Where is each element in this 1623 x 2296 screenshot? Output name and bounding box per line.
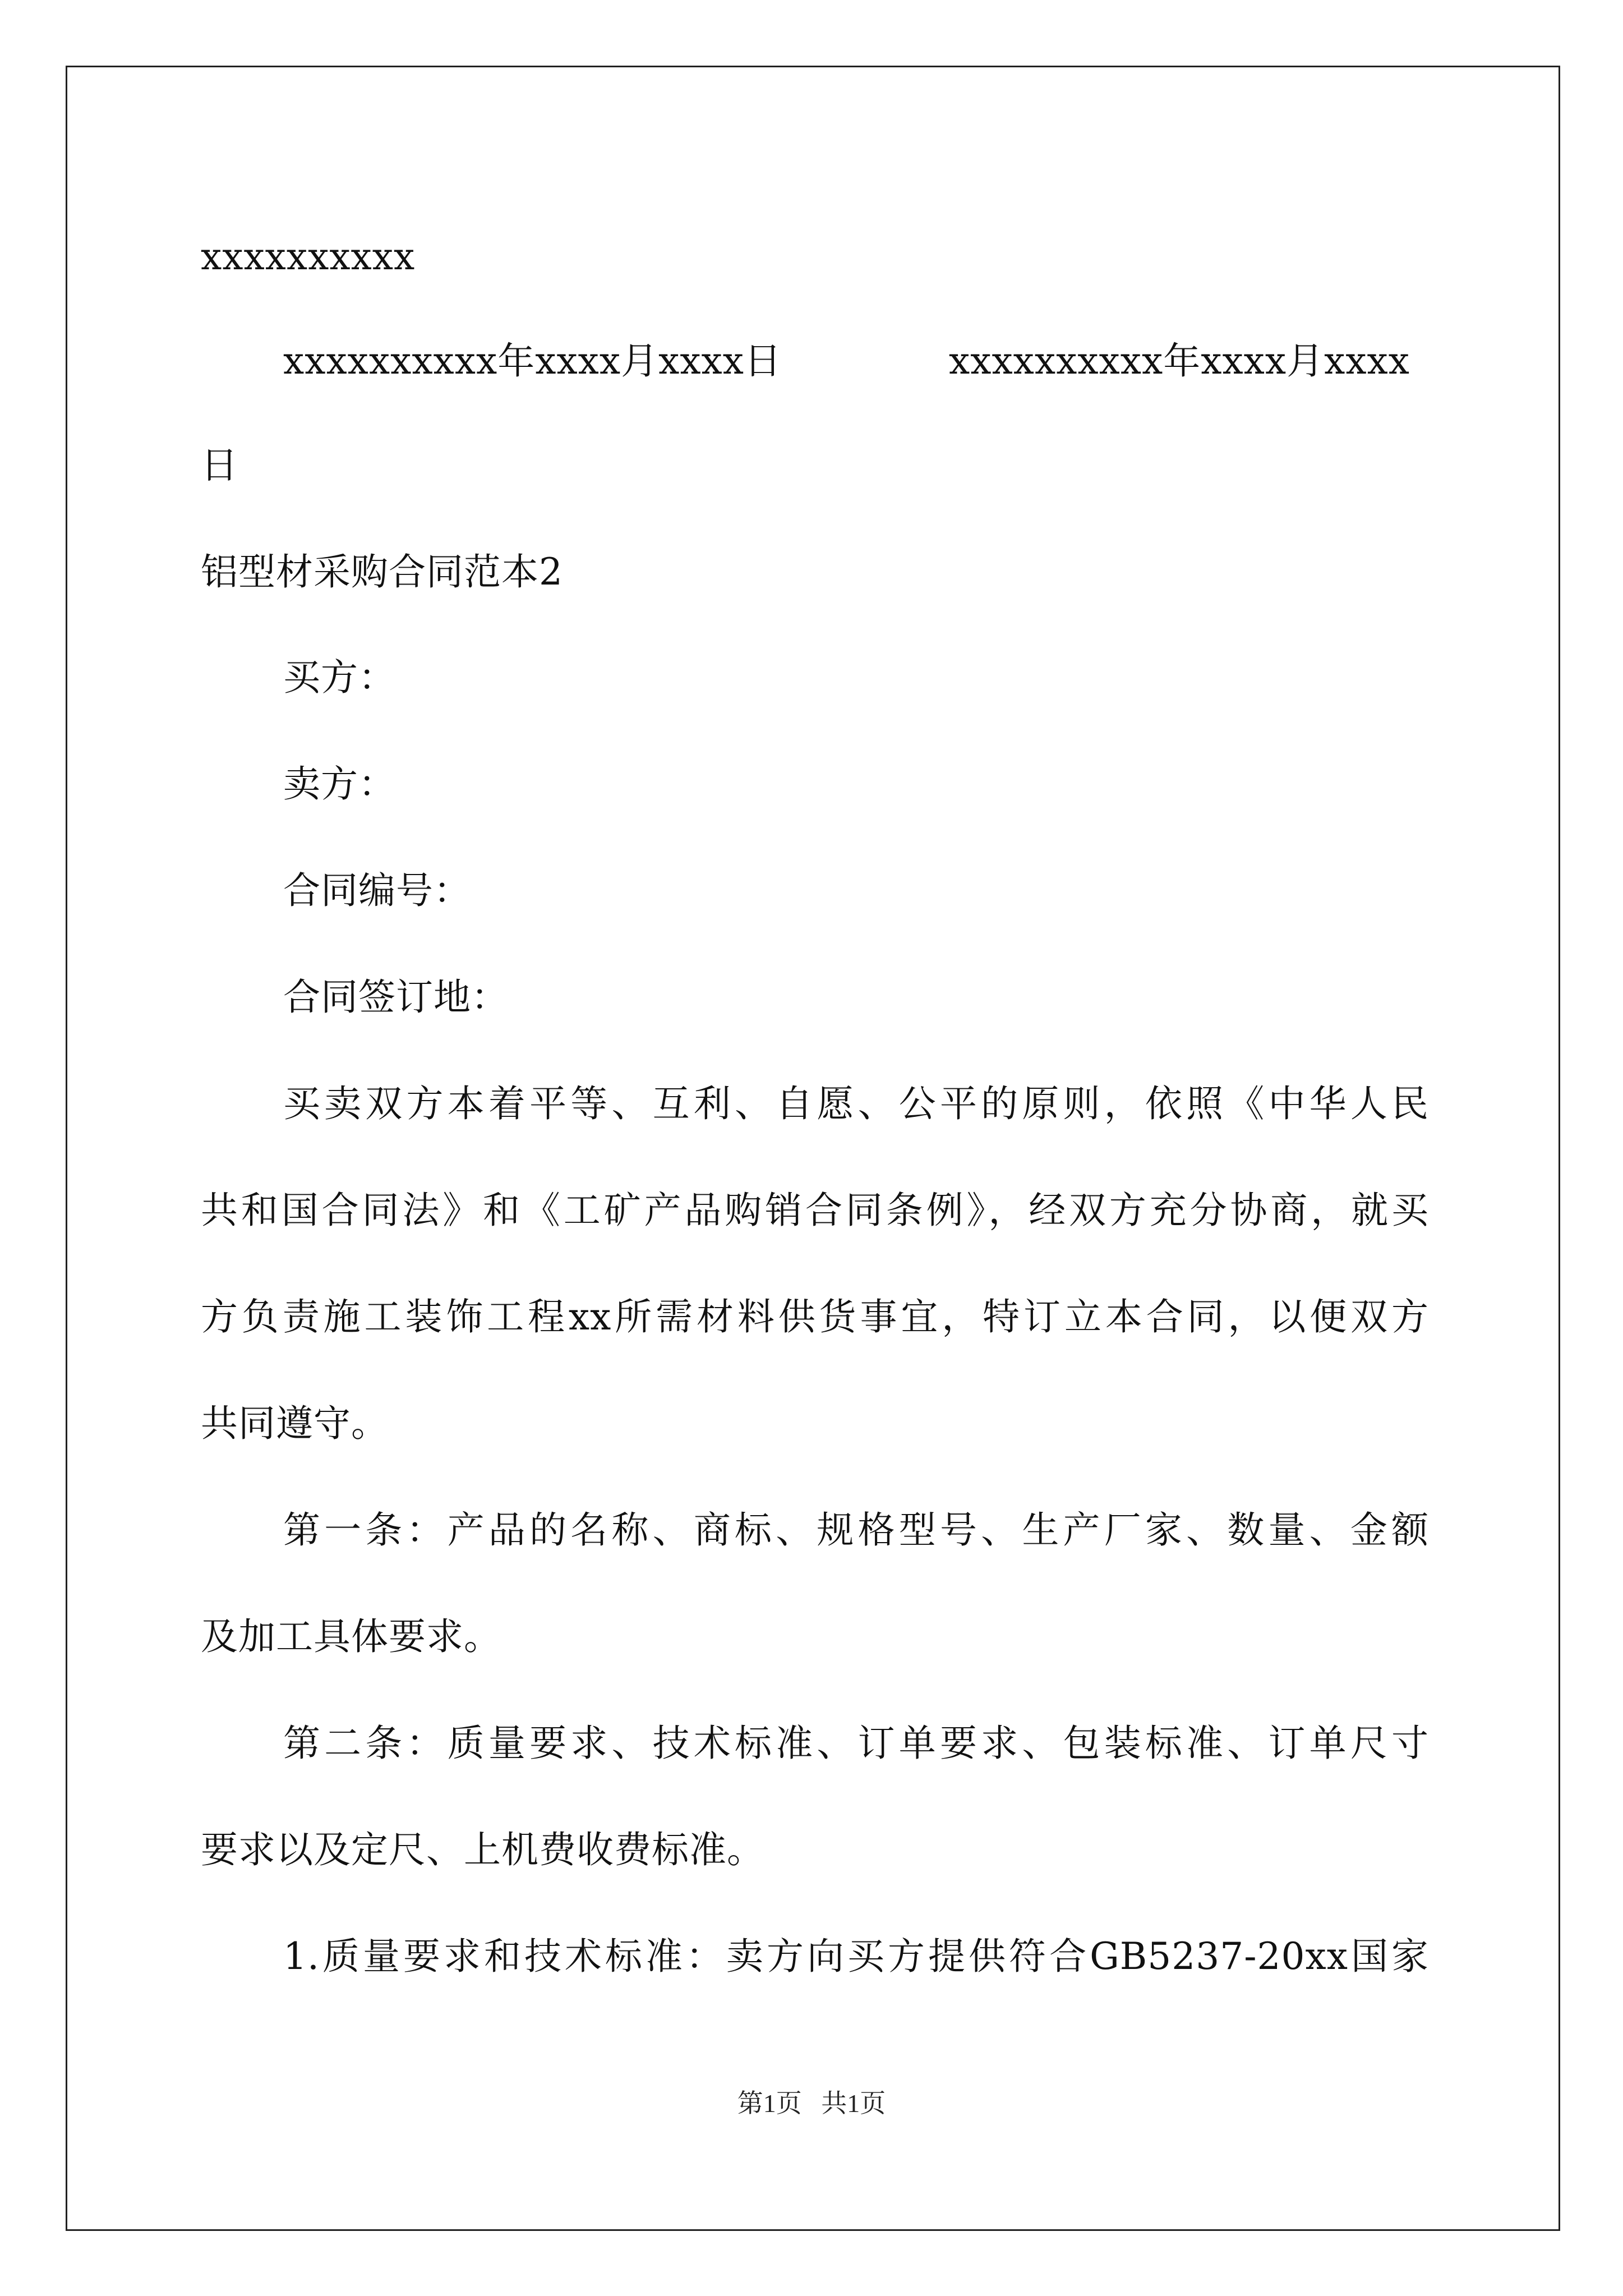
placeholder-line: xxxxxxxxxx (201, 235, 416, 278)
page-border (66, 66, 1560, 2231)
document-title: 铝型材采购合同范本2 (201, 550, 563, 593)
paragraph-line: 方负责施工装饰工程xx所需材料供货事宜，特订立本合同，以便双方 (201, 1295, 1429, 1338)
article-line: 及加工具体要求。 (201, 1615, 501, 1658)
page-footer: 第1页 共1页 (737, 2089, 886, 2118)
article-line: 要求以及定尺、上机费收费标准。 (201, 1828, 764, 1871)
seller-field: 卖方： (283, 762, 396, 806)
article-line: 第二条：质量要求、技术标准、订单要求、包装标准、订单尺寸 (283, 1722, 1429, 1765)
buyer-field: 买方： (283, 656, 396, 699)
clause-line: 1.质量要求和技术标准：卖方向买方提供符合GB5237-20xx国家 (283, 1935, 1429, 1978)
signing-place-field: 合同签订地： (283, 976, 509, 1019)
article-line: 第一条：产品的名称、商标、规格型号、生产厂家、数量、金额 (283, 1508, 1429, 1552)
paragraph-line: 共和国合同法》和《工矿产品购销合同条例》，经双方充分协商，就买 (201, 1189, 1429, 1232)
date-continuation: 日 (201, 444, 238, 487)
date-left: xxxxxxxxxx年xxxx月xxxx日 (283, 339, 782, 383)
paragraph-line: 买卖双方本着平等、互利、自愿、公平的原则，依照《中华人民 (283, 1082, 1429, 1125)
contract-number-field: 合同编号： (283, 869, 471, 912)
date-right: xxxxxxxxxx年xxxx月xxxx (949, 339, 1410, 383)
paragraph-line: 共同遵守。 (201, 1402, 389, 1445)
